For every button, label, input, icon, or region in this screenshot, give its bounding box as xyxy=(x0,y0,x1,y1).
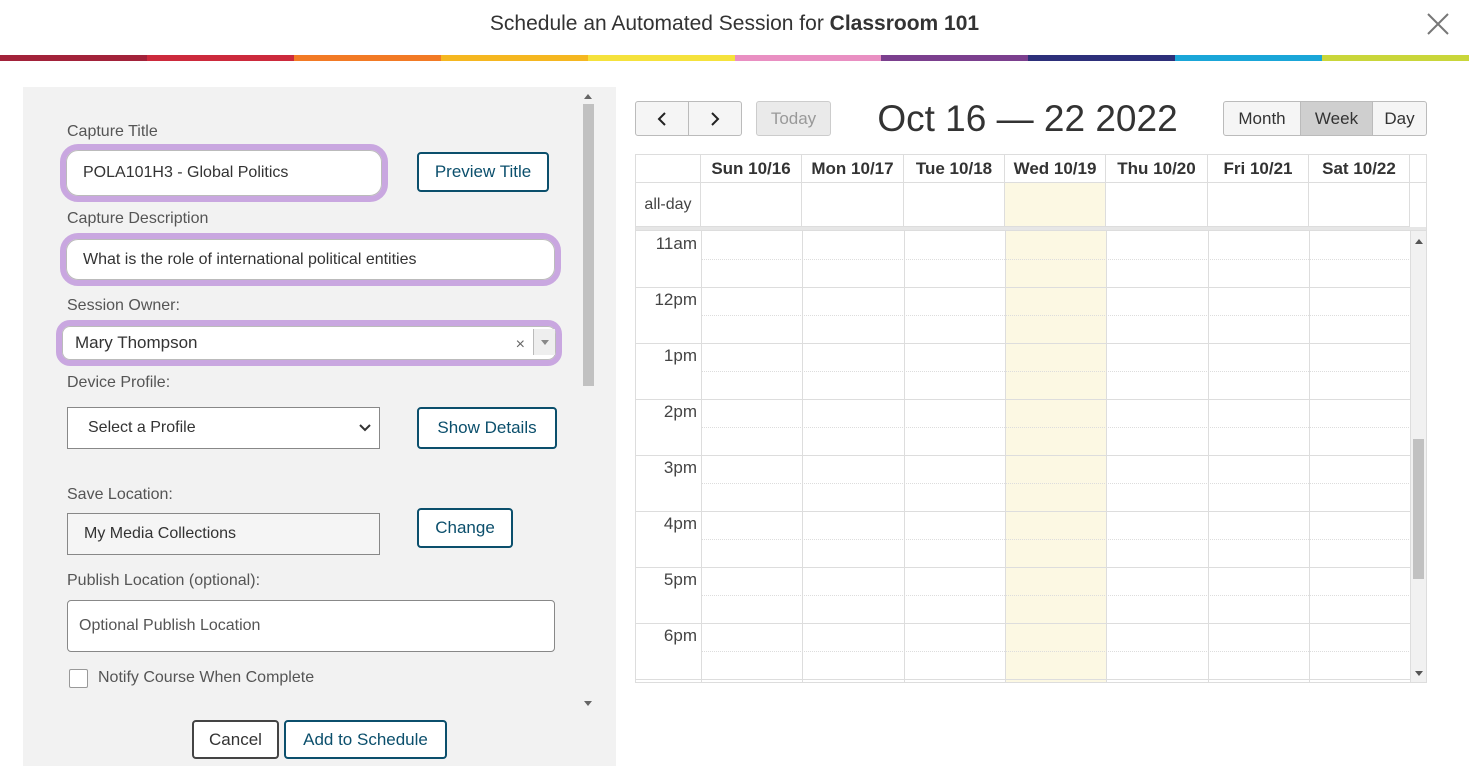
all-day-cell[interactable] xyxy=(1208,183,1309,227)
hour-divider xyxy=(636,623,1411,624)
hour-label: 1pm xyxy=(663,346,697,365)
save-location-field: My Media Collections xyxy=(67,513,380,555)
hour-divider xyxy=(636,679,1411,680)
stripe-segment xyxy=(294,55,441,61)
cancel-button[interactable]: Cancel xyxy=(192,720,279,759)
dialog-title xyxy=(0,12,1469,36)
next-week-button[interactable] xyxy=(688,101,742,136)
session-owner-label: Session Owner: xyxy=(67,297,180,314)
stripe-segment xyxy=(441,55,588,61)
all-day-cell[interactable] xyxy=(701,183,802,227)
all-day-cell[interactable] xyxy=(904,183,1005,227)
hour-divider xyxy=(636,511,1411,512)
today-button[interactable]: Today xyxy=(756,101,831,136)
save-location-label: Save Location: xyxy=(67,486,173,503)
close-icon[interactable] xyxy=(1424,10,1452,38)
column-divider xyxy=(904,231,905,683)
view-month-button[interactable]: Month xyxy=(1223,101,1301,136)
chevron-down-icon xyxy=(359,423,371,433)
stripe-segment xyxy=(588,55,735,61)
hour-label: 4pm xyxy=(663,514,697,533)
notify-checkbox[interactable] xyxy=(69,669,88,688)
title-room: Classroom 101 xyxy=(829,12,980,35)
scroll-up-icon[interactable] xyxy=(1415,239,1423,244)
hour-label: 3pm xyxy=(663,458,697,477)
color-stripe xyxy=(0,55,1469,61)
half-hour-divider xyxy=(702,595,1411,596)
day-header: Mon 10/17 xyxy=(802,155,904,183)
notify-label: Notify Course When Complete xyxy=(98,669,315,686)
scroll-down-icon[interactable] xyxy=(584,701,592,706)
prev-week-button[interactable] xyxy=(635,101,689,136)
half-hour-divider xyxy=(702,371,1411,372)
chevron-right-icon xyxy=(709,111,721,127)
dialog-header xyxy=(0,0,1469,55)
device-profile-value: Select a Profile xyxy=(88,419,196,436)
session-owner-highlight xyxy=(56,320,562,366)
device-profile-label: Device Profile: xyxy=(67,374,171,391)
day-header: Fri 10/21 xyxy=(1208,155,1309,183)
calendar-scroll-thumb[interactable] xyxy=(1413,439,1424,579)
calendar-scrollbar[interactable] xyxy=(1411,231,1427,683)
calendar-range-title: Oct 16 — 22 2022 xyxy=(877,98,1178,139)
show-details-button[interactable]: Show Details xyxy=(417,407,557,449)
clear-icon[interactable]: × xyxy=(515,336,525,353)
session-owner-select[interactable] xyxy=(62,326,556,360)
week-calendar-grid xyxy=(635,154,1427,683)
session-form xyxy=(23,87,616,766)
half-hour-divider xyxy=(702,483,1411,484)
preview-title-button[interactable]: Preview Title xyxy=(417,152,549,192)
column-divider xyxy=(802,231,803,683)
stripe-segment xyxy=(1322,55,1469,61)
view-day-button[interactable]: Day xyxy=(1372,101,1427,136)
column-divider xyxy=(1106,231,1107,683)
half-hour-divider xyxy=(702,651,1411,652)
session-owner-value: Mary Thompson xyxy=(75,333,198,352)
publish-location-input[interactable]: Optional Publish Location xyxy=(67,600,555,652)
hour-divider xyxy=(636,343,1411,344)
column-divider xyxy=(1005,231,1006,683)
capture-title-highlight xyxy=(60,144,388,202)
header-corner xyxy=(636,155,701,183)
scroll-down-icon[interactable] xyxy=(1415,671,1423,676)
capture-description-label: Capture Description xyxy=(67,210,209,227)
hour-divider xyxy=(636,399,1411,400)
capture-title-input[interactable]: POLA101H3 - Global Politics xyxy=(66,150,382,196)
today-column xyxy=(1006,231,1106,683)
all-day-cell[interactable] xyxy=(1106,183,1208,227)
title-prefix: Schedule an Automated Session for xyxy=(489,12,824,35)
column-divider xyxy=(1309,231,1310,683)
capture-title-label: Capture Title xyxy=(67,123,158,140)
time-grid[interactable] xyxy=(636,231,1411,683)
half-hour-divider xyxy=(702,259,1411,260)
half-hour-divider xyxy=(702,427,1411,428)
publish-location-label: Publish Location (optional): xyxy=(67,572,261,589)
stripe-segment xyxy=(1028,55,1175,61)
day-header: Sun 10/16 xyxy=(701,155,802,183)
capture-description-input[interactable]: What is the role of international political entities xyxy=(66,239,555,280)
all-day-cell[interactable] xyxy=(1005,183,1106,227)
view-week-button[interactable]: Week xyxy=(1300,101,1373,136)
hour-divider xyxy=(636,567,1411,568)
stripe-segment xyxy=(147,55,294,61)
add-to-schedule-button[interactable]: Add to Schedule xyxy=(284,720,447,759)
all-day-cell[interactable] xyxy=(802,183,904,227)
stripe-segment xyxy=(1175,55,1322,61)
hour-label: 5pm xyxy=(663,570,697,589)
chevron-left-icon xyxy=(656,111,668,127)
day-header: Tue 10/18 xyxy=(904,155,1005,183)
hour-divider xyxy=(636,455,1411,456)
stripe-segment xyxy=(735,55,882,61)
stripe-segment xyxy=(0,55,147,61)
column-divider xyxy=(701,231,702,683)
owner-dropdown-toggle[interactable] xyxy=(533,329,555,355)
half-hour-divider xyxy=(702,315,1411,316)
all-day-cell[interactable] xyxy=(1309,183,1410,227)
hour-label: 2pm xyxy=(663,402,697,421)
stripe-segment xyxy=(881,55,1028,61)
header-gutter xyxy=(1410,155,1427,183)
day-header: Sat 10/22 xyxy=(1309,155,1410,183)
change-button[interactable]: Change xyxy=(417,508,513,548)
day-header: Thu 10/20 xyxy=(1106,155,1208,183)
scroll-up-icon[interactable] xyxy=(584,94,592,99)
half-hour-divider xyxy=(702,539,1411,540)
hour-divider xyxy=(636,287,1411,288)
device-profile-select[interactable] xyxy=(67,407,380,449)
form-scroll-thumb[interactable] xyxy=(583,104,594,386)
capture-description-highlight xyxy=(60,233,561,286)
hour-label: 11am xyxy=(655,234,697,253)
column-divider xyxy=(1208,231,1209,683)
hour-label: 12pm xyxy=(654,290,697,309)
hour-label: 6pm xyxy=(663,626,697,645)
all-day-label: all-day xyxy=(636,183,701,227)
day-header: Wed 10/19 xyxy=(1005,155,1106,183)
chevron-down-icon xyxy=(541,340,549,345)
